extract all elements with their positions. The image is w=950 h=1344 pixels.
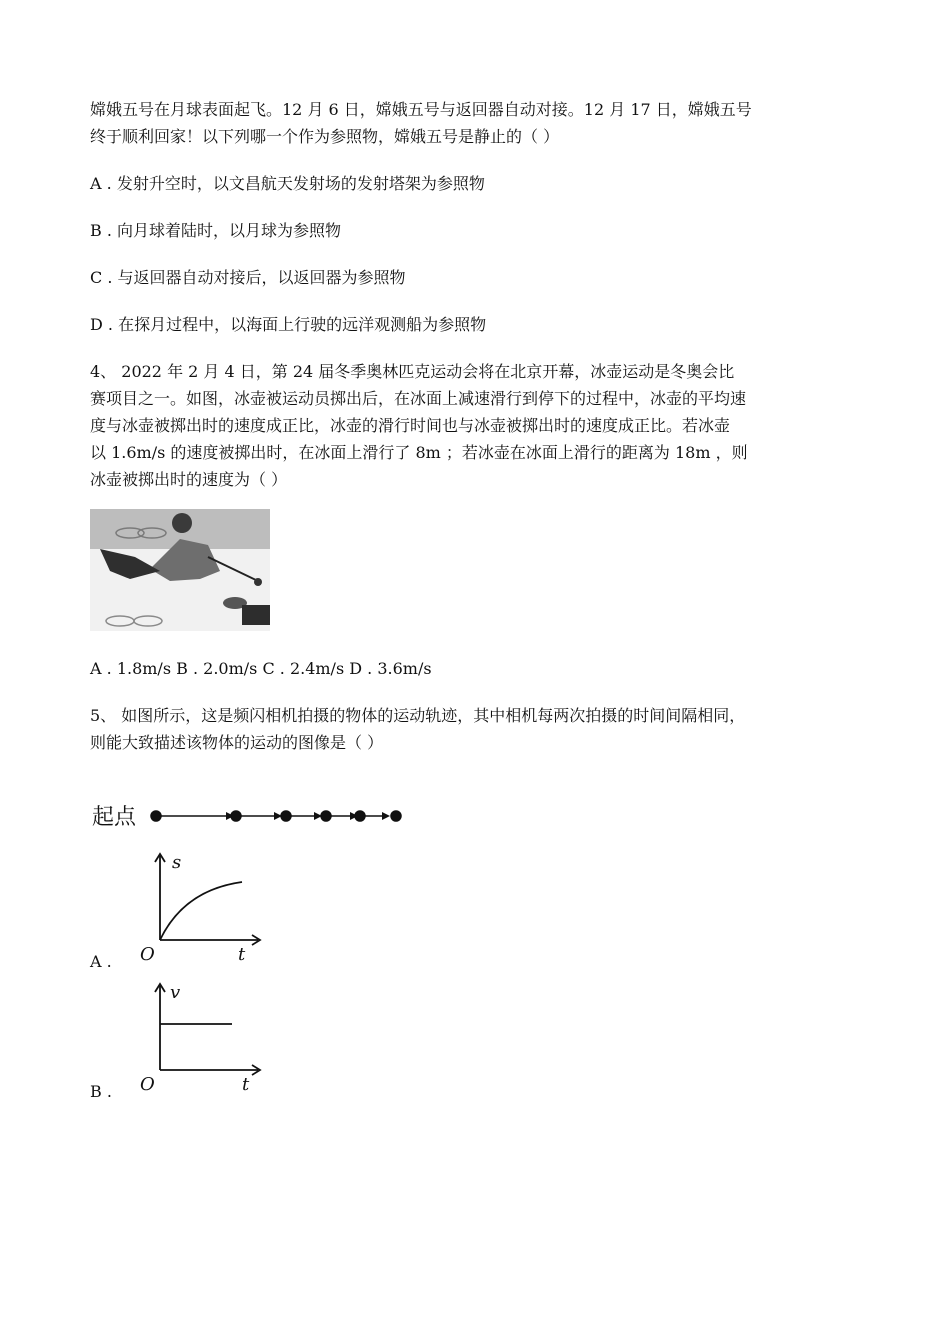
track-dot bbox=[391, 811, 401, 821]
track-dot bbox=[231, 811, 241, 821]
q5-stem-line2: 则能大致描述该物体的运动的图像是（ ） bbox=[90, 733, 384, 752]
graph-b-x-label: t bbox=[242, 1074, 250, 1095]
track-dot bbox=[355, 811, 365, 821]
q3-option-b: B . 向月球着陆时，以月球为参照物 bbox=[90, 221, 342, 240]
graph-a-curve bbox=[160, 882, 242, 940]
graph-a-st bbox=[134, 850, 264, 965]
q3-option-d: D . 在探月过程中，以海面上行驶的远洋观测船为参照物 bbox=[90, 315, 487, 334]
q3-stem-line2: 终于顺利回家！以下列哪一个作为参照物，嫦娥五号是静止的（ ） bbox=[90, 127, 560, 146]
graph-a-x-label: t bbox=[238, 944, 246, 965]
q3-option-a: A . 发射升空时，以文昌航天发射场的发射塔架为参照物 bbox=[90, 174, 485, 193]
graph-a-y-label: s bbox=[172, 852, 182, 873]
q4-stem-line5: 冰壶被掷出时的速度为（ ） bbox=[90, 470, 288, 489]
track-dot bbox=[321, 811, 331, 821]
q3-stem-line1: 嫦娥五号在月球表面起飞。12 月 6 日，嫦娥五号与返回器自动对接。12 月 17 日，嫦娥五号 bbox=[90, 100, 752, 119]
graph-b-option-label: B . bbox=[90, 1082, 112, 1101]
strobe-track bbox=[90, 796, 860, 844]
q4-stem-line2: 赛项目之一。如图，冰壶被运动员掷出后，在冰面上减速滑行到停下的过程中，冰壶的平均速 bbox=[90, 389, 747, 408]
curling-photo bbox=[90, 509, 270, 631]
graph-a-option-label: A . bbox=[90, 952, 112, 971]
graph-b-vt bbox=[134, 980, 264, 1095]
q4-options: A . 1.8m/s B . 2.0m/s C . 2.4m/s D . 3.6m/s bbox=[90, 659, 432, 678]
question-content bbox=[90, 96, 860, 1110]
q4-stem-line1: 4、 2022 年 2 月 4 日，第 24 届冬季奥林匹克运动会将在北京开幕，冰壶运动是冬奥会比 bbox=[90, 362, 735, 381]
q4-stem-line3: 度与冰壶被掷出时的速度成正比，冰壶的滑行时间也与冰壶被掷出时的速度成正比。若冰壶 bbox=[90, 416, 731, 435]
track-dot bbox=[151, 811, 161, 821]
track-dot bbox=[281, 811, 291, 821]
q5-stem-line1: 5、 如图所示，这是频闪相机拍摄的物体的运动轨迹，其中相机每两次拍摄的时间间隔相同， bbox=[90, 706, 746, 725]
graph-a-origin: O bbox=[140, 944, 155, 965]
graph-b-y-label: v bbox=[170, 982, 181, 1003]
graph-a-block bbox=[90, 850, 860, 980]
graph-b-origin: O bbox=[140, 1074, 155, 1095]
track-start-label: 起点 bbox=[92, 805, 137, 830]
q4-stem-line4: 以 1.6m/s 的速度被掷出时，在冰面上滑行了 8m ；若冰壶在冰面上滑行的距离为 18m ，则 bbox=[90, 443, 748, 462]
curling-photo-drawing bbox=[90, 509, 270, 631]
graph-b-block bbox=[90, 980, 860, 1110]
q3-option-c: C . 与返回器自动对接后，以返回器为参照物 bbox=[90, 268, 406, 287]
strobe-track-figure bbox=[90, 796, 420, 836]
